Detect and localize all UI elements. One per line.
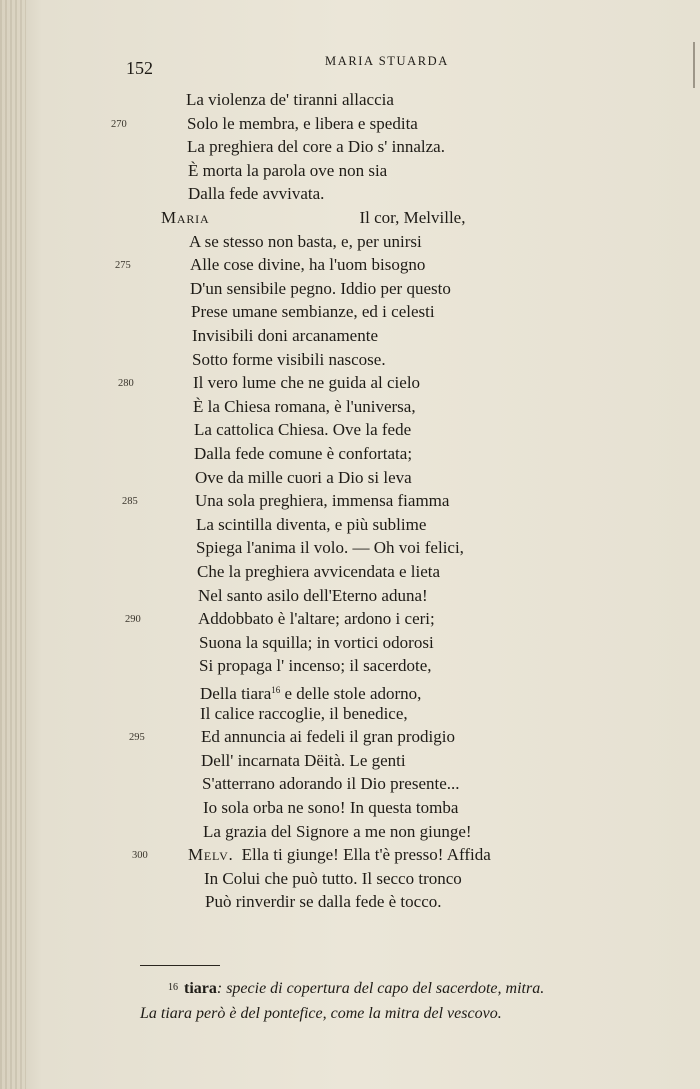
- footnote-ref: 16: [271, 685, 281, 695]
- verse-text: Suona la squilla; in vortici odorosi: [199, 633, 434, 652]
- verse-line: [191, 302, 435, 322]
- verse-line: [197, 562, 440, 582]
- verse-text: Dalla fede comune è confortata;: [194, 444, 413, 463]
- verse-line: [187, 114, 418, 134]
- verse-text: Io sola orba ne sono! In questa tomba: [203, 798, 459, 817]
- verse-text: Può rinverdir se dalla fede è tocco.: [205, 892, 442, 911]
- speaker-name: Melv.: [188, 845, 234, 864]
- verse-text: Ove da mille cuori a Dio si leva: [195, 468, 412, 487]
- verse-line: [193, 397, 416, 417]
- verse-line: [198, 609, 435, 629]
- line-number: 300: [132, 850, 148, 861]
- page-number: 152: [126, 58, 153, 78]
- verse-text: La preghiera del core a Dio s' innalza.: [187, 137, 445, 156]
- verse-line: [192, 326, 378, 346]
- verse-line: [200, 680, 421, 704]
- footnote-line-1: [168, 978, 544, 999]
- verse-text: Una sola preghiera, immensa fiamma: [195, 491, 450, 510]
- verse-text: Dalla fede avvivata.: [188, 184, 325, 203]
- verse-line: [193, 373, 420, 393]
- verse-text: Alle cose divine, ha l'uom bisogno: [190, 255, 426, 274]
- verse-text: Spiega l'anima il volo. — Oh voi felici,: [196, 538, 464, 557]
- verse-text: La violenza de' tiranni allaccia: [186, 90, 394, 109]
- verse-line: [188, 184, 324, 204]
- verse-line: [203, 822, 472, 842]
- verse-text: La cattolica Chiesa. Ove la fede: [194, 420, 412, 439]
- verse-line: [188, 845, 491, 865]
- footnote-term: tiara: [184, 980, 217, 997]
- verse-line: [190, 279, 451, 299]
- line-number: 295: [129, 732, 145, 743]
- verse-line: [201, 727, 455, 747]
- verse-text: La grazia del Signore a me non giunge!: [203, 822, 472, 841]
- running-title: MARIA STUARDA: [325, 54, 449, 68]
- verse-text: Invisibili doni arcanamente: [192, 326, 378, 345]
- footnote-line-2: La tiara però è del pontefice, come la mitra del vescovo.: [140, 1005, 502, 1022]
- verse-line: [198, 586, 428, 606]
- verse-text: Che la preghiera avvicendata e lieta: [197, 562, 441, 581]
- verse-line: [196, 515, 426, 535]
- line-number: 270: [111, 119, 127, 130]
- footnote-definition: : specie di copertura del capo del sacerdote, mitra.: [216, 980, 545, 997]
- page-edge: [0, 0, 26, 1089]
- verse-text: La scintilla diventa, e più sublime: [196, 515, 427, 534]
- verse-line: [194, 420, 411, 440]
- verse-line: [161, 208, 465, 228]
- verse-line: [203, 798, 458, 818]
- verse-text: In Colui che può tutto. Il secco tronco: [204, 869, 462, 888]
- line-number: 290: [125, 614, 141, 625]
- verse-line: [192, 350, 386, 370]
- line-number: 280: [118, 378, 134, 389]
- verse-text: D'un sensibile pegno. Iddio per questo: [190, 279, 451, 298]
- verse-line: [195, 491, 449, 511]
- verse-text: Nel santo asilo dell'Eterno aduna!: [198, 586, 428, 605]
- verse-line: [200, 704, 408, 724]
- speaker-name: Maria: [161, 208, 210, 227]
- verse-text: Ed annuncia ai fedeli il gran prodigio: [201, 727, 455, 746]
- verse-text: A se stesso non basta, e, per unirsi: [189, 232, 422, 251]
- verse-line: [188, 161, 387, 181]
- verse-line: [190, 255, 425, 275]
- verse-text: Ella ti giunge! Ella t'è presso! Affida: [241, 845, 491, 864]
- verse-text: e delle stole adorno,: [280, 684, 422, 703]
- verse-line: [189, 232, 422, 252]
- verse-line: [194, 444, 412, 464]
- line-number: 285: [122, 496, 138, 507]
- verse-line: [204, 869, 462, 889]
- line-number: 275: [115, 260, 131, 271]
- verse-text: Solo le membra, e libera e spedita: [187, 114, 418, 133]
- footnote-rule: [140, 965, 220, 966]
- verse-text: Addobbato è l'altare; ardono i ceri;: [198, 609, 435, 628]
- verse-line: [201, 751, 406, 771]
- verse-line: [186, 90, 394, 110]
- verse-text: Il cor, Melville,: [359, 208, 466, 227]
- verse-text: È la Chiesa romana, è l'universa,: [193, 397, 416, 416]
- footnote-number: 16: [168, 982, 178, 993]
- verse-text: S'atterrano adorando il Dio presente...: [202, 774, 460, 793]
- verse-text: Il vero lume che ne guida al cielo: [193, 373, 421, 392]
- verse-text: Della tiara: [200, 684, 272, 703]
- verse-line: [195, 468, 412, 488]
- margin-mark: [693, 42, 695, 88]
- verse-line: [196, 538, 464, 558]
- verse-line: [202, 774, 460, 794]
- verse-text: È morta la parola ove non sia: [188, 161, 388, 180]
- verse-text: Sotto forme visibili nascose.: [192, 350, 386, 369]
- verse-line: [187, 137, 445, 157]
- verse-text: Il calice raccoglie, il benedice,: [200, 704, 408, 723]
- verse-line: [199, 633, 434, 653]
- verse-text: Dell' incarnata Dëità. Le genti: [201, 751, 406, 770]
- verse-text: Si propaga l' incenso; il sacerdote,: [199, 656, 432, 675]
- verse-line: [205, 892, 442, 912]
- verse-text: Prese umane sembianze, ed i celesti: [191, 302, 435, 321]
- verse-line: [199, 656, 432, 676]
